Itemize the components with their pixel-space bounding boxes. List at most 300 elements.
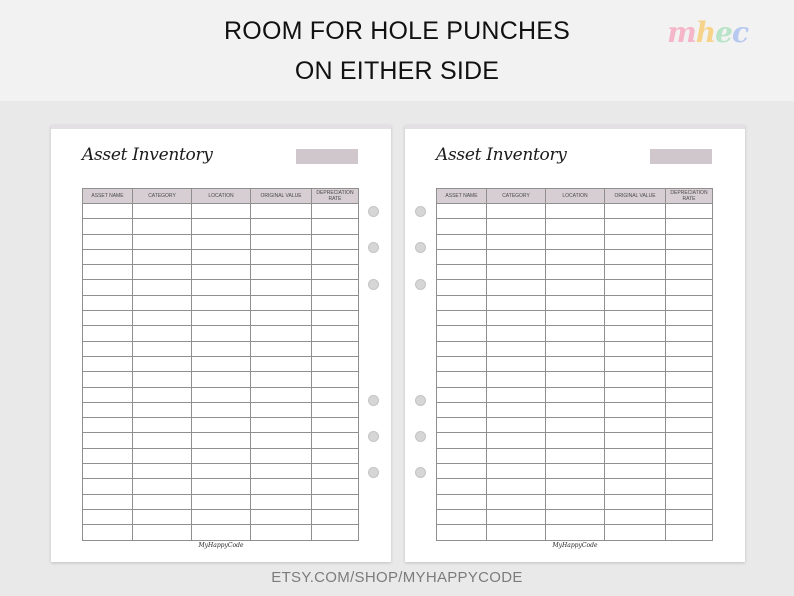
table-cell[interactable] bbox=[133, 234, 192, 249]
table-cell[interactable] bbox=[546, 204, 605, 219]
table-cell[interactable] bbox=[312, 372, 359, 387]
table-cell[interactable] bbox=[312, 387, 359, 402]
table-cell[interactable] bbox=[487, 464, 546, 479]
table-cell[interactable] bbox=[487, 479, 546, 494]
table-cell[interactable] bbox=[487, 311, 546, 326]
table-cell[interactable] bbox=[312, 448, 359, 463]
table-header-row bbox=[83, 189, 359, 204]
table-cell[interactable] bbox=[312, 265, 359, 280]
table-cell[interactable] bbox=[546, 402, 605, 417]
table-cell[interactable] bbox=[192, 464, 251, 479]
table-cell[interactable] bbox=[192, 402, 251, 417]
table-cell[interactable] bbox=[437, 402, 487, 417]
table-cell[interactable] bbox=[251, 234, 312, 249]
table-cell[interactable] bbox=[251, 464, 312, 479]
table-cell[interactable] bbox=[437, 433, 487, 448]
table-cell[interactable] bbox=[666, 265, 713, 280]
table-cell[interactable] bbox=[83, 464, 133, 479]
table-row bbox=[83, 402, 359, 417]
table-cell[interactable] bbox=[312, 295, 359, 310]
table-cell[interactable] bbox=[192, 372, 251, 387]
table-cell[interactable] bbox=[83, 433, 133, 448]
title-accent-box bbox=[296, 149, 358, 164]
table-cell[interactable] bbox=[83, 249, 133, 264]
table-cell[interactable] bbox=[666, 402, 713, 417]
table-cell[interactable] bbox=[133, 311, 192, 326]
table-cell[interactable] bbox=[251, 311, 312, 326]
table-row bbox=[437, 509, 713, 524]
table-cell[interactable] bbox=[83, 341, 133, 356]
table-cell[interactable] bbox=[251, 356, 312, 371]
table-cell[interactable] bbox=[666, 311, 713, 326]
table-cell[interactable] bbox=[487, 204, 546, 219]
table-cell[interactable] bbox=[546, 265, 605, 280]
table-cell[interactable] bbox=[487, 525, 546, 540]
table-cell[interactable] bbox=[666, 234, 713, 249]
table-row bbox=[437, 249, 713, 264]
table-cell[interactable] bbox=[546, 464, 605, 479]
table-row bbox=[83, 341, 359, 356]
table-cell[interactable] bbox=[192, 525, 251, 540]
table-row bbox=[83, 494, 359, 509]
table-cell[interactable] bbox=[666, 494, 713, 509]
table-row bbox=[437, 295, 713, 310]
table-cell[interactable] bbox=[487, 280, 546, 295]
table-cell[interactable] bbox=[546, 280, 605, 295]
table-cell[interactable] bbox=[192, 387, 251, 402]
table-row bbox=[83, 280, 359, 295]
table-row bbox=[83, 525, 359, 540]
table-cell[interactable] bbox=[546, 326, 605, 341]
table-row bbox=[437, 448, 713, 463]
table-cell[interactable] bbox=[666, 341, 713, 356]
table-cell[interactable] bbox=[666, 326, 713, 341]
table-cell[interactable] bbox=[605, 479, 666, 494]
table-cell[interactable] bbox=[83, 372, 133, 387]
page-brand: MyHappyCode bbox=[552, 542, 598, 549]
table-cell[interactable] bbox=[133, 356, 192, 371]
table-cell[interactable] bbox=[192, 295, 251, 310]
col-header-depreciation-rate: DEPRECIATION RATE bbox=[312, 189, 359, 204]
table-row bbox=[437, 479, 713, 494]
table-cell[interactable] bbox=[437, 479, 487, 494]
table-cell[interactable] bbox=[546, 249, 605, 264]
table-cell[interactable] bbox=[133, 387, 192, 402]
banner-line-1: ROOM FOR HOLE PUNCHES bbox=[224, 17, 570, 45]
table-row bbox=[437, 204, 713, 219]
table-cell[interactable] bbox=[437, 372, 487, 387]
table-cell[interactable] bbox=[546, 448, 605, 463]
hole-punch-icon bbox=[368, 206, 379, 217]
table-cell[interactable] bbox=[487, 448, 546, 463]
table-row bbox=[83, 418, 359, 433]
col-header-asset-name: ASSET NAME bbox=[437, 189, 487, 204]
table-row bbox=[437, 402, 713, 417]
table-cell[interactable] bbox=[605, 249, 666, 264]
table-cell[interactable] bbox=[605, 372, 666, 387]
asset-table bbox=[82, 188, 359, 541]
table-cell[interactable] bbox=[312, 494, 359, 509]
table-cell[interactable] bbox=[437, 418, 487, 433]
table-cell[interactable] bbox=[192, 219, 251, 234]
table-cell[interactable] bbox=[133, 448, 192, 463]
table-cell[interactable] bbox=[666, 372, 713, 387]
table-row bbox=[83, 464, 359, 479]
table-cell[interactable] bbox=[251, 204, 312, 219]
table-cell[interactable] bbox=[605, 311, 666, 326]
table-cell[interactable] bbox=[312, 479, 359, 494]
table-cell[interactable] bbox=[133, 464, 192, 479]
table-cell[interactable] bbox=[133, 204, 192, 219]
page-top-strip bbox=[405, 125, 745, 129]
table-cell[interactable] bbox=[437, 280, 487, 295]
table-cell[interactable] bbox=[133, 295, 192, 310]
table-cell[interactable] bbox=[437, 265, 487, 280]
table-cell[interactable] bbox=[251, 341, 312, 356]
table-row bbox=[437, 372, 713, 387]
table-cell[interactable] bbox=[251, 479, 312, 494]
table-row bbox=[83, 372, 359, 387]
table-cell[interactable] bbox=[133, 494, 192, 509]
table-cell[interactable] bbox=[192, 326, 251, 341]
page-brand: MyHappyCode bbox=[198, 542, 244, 549]
table-cell[interactable] bbox=[312, 234, 359, 249]
table-cell[interactable] bbox=[312, 509, 359, 524]
table-cell[interactable] bbox=[192, 479, 251, 494]
table-cell[interactable] bbox=[605, 402, 666, 417]
table-cell[interactable] bbox=[133, 402, 192, 417]
table-cell[interactable] bbox=[666, 448, 713, 463]
table-cell[interactable] bbox=[666, 219, 713, 234]
table-cell[interactable] bbox=[83, 356, 133, 371]
table-row bbox=[437, 433, 713, 448]
table-cell[interactable] bbox=[312, 418, 359, 433]
table-cell[interactable] bbox=[312, 280, 359, 295]
table-cell[interactable] bbox=[666, 509, 713, 524]
table-cell[interactable] bbox=[133, 525, 192, 540]
table-cell[interactable] bbox=[312, 326, 359, 341]
table-cell[interactable] bbox=[666, 204, 713, 219]
table-cell[interactable] bbox=[83, 265, 133, 280]
table-cell[interactable] bbox=[251, 295, 312, 310]
table-cell[interactable] bbox=[133, 280, 192, 295]
table-row bbox=[83, 219, 359, 234]
table-cell[interactable] bbox=[605, 341, 666, 356]
table-cell[interactable] bbox=[251, 509, 312, 524]
table-cell[interactable] bbox=[312, 219, 359, 234]
page-title: Asset Inventory bbox=[82, 145, 213, 165]
page-top-strip bbox=[51, 125, 391, 129]
table-cell[interactable] bbox=[437, 249, 487, 264]
table-cell[interactable] bbox=[192, 204, 251, 219]
table-cell[interactable] bbox=[437, 311, 487, 326]
table-cell[interactable] bbox=[605, 387, 666, 402]
table-row bbox=[437, 311, 713, 326]
table-cell[interactable] bbox=[546, 387, 605, 402]
table-row bbox=[83, 448, 359, 463]
table-row bbox=[437, 356, 713, 371]
table-cell[interactable] bbox=[437, 219, 487, 234]
table-cell[interactable] bbox=[312, 204, 359, 219]
table-cell[interactable] bbox=[83, 494, 133, 509]
table-cell[interactable] bbox=[133, 219, 192, 234]
table-cell[interactable] bbox=[192, 356, 251, 371]
table-cell[interactable] bbox=[133, 509, 192, 524]
table-cell[interactable] bbox=[312, 356, 359, 371]
table-cell[interactable] bbox=[133, 372, 192, 387]
table-cell[interactable] bbox=[487, 295, 546, 310]
table-cell[interactable] bbox=[437, 326, 487, 341]
table-cell[interactable] bbox=[133, 418, 192, 433]
table-cell[interactable] bbox=[605, 326, 666, 341]
table-cell[interactable] bbox=[251, 219, 312, 234]
table-row bbox=[83, 387, 359, 402]
table-row bbox=[83, 249, 359, 264]
table-cell[interactable] bbox=[605, 219, 666, 234]
col-header-location: LOCATION bbox=[546, 189, 605, 204]
table-cell[interactable] bbox=[605, 295, 666, 310]
table-cell[interactable] bbox=[666, 387, 713, 402]
table-cell[interactable] bbox=[312, 525, 359, 540]
table-cell[interactable] bbox=[192, 311, 251, 326]
table-cell[interactable] bbox=[605, 280, 666, 295]
table-cell[interactable] bbox=[546, 311, 605, 326]
table-cell[interactable] bbox=[546, 418, 605, 433]
table-cell[interactable] bbox=[251, 494, 312, 509]
table-row bbox=[437, 341, 713, 356]
table-cell[interactable] bbox=[546, 509, 605, 524]
table-cell[interactable] bbox=[487, 265, 546, 280]
hole-punch-icon bbox=[415, 206, 426, 217]
table-cell[interactable] bbox=[666, 280, 713, 295]
table-cell[interactable] bbox=[312, 433, 359, 448]
col-header-location: LOCATION bbox=[192, 189, 251, 204]
table-row bbox=[83, 295, 359, 310]
table-cell[interactable] bbox=[83, 234, 133, 249]
table-cell[interactable] bbox=[133, 433, 192, 448]
hole-punch-icon bbox=[415, 467, 426, 478]
table-cell[interactable] bbox=[192, 494, 251, 509]
table-row bbox=[437, 525, 713, 540]
table-row bbox=[83, 234, 359, 249]
table-cell[interactable] bbox=[546, 234, 605, 249]
table-cell[interactable] bbox=[437, 295, 487, 310]
table-cell[interactable] bbox=[83, 326, 133, 341]
table-cell[interactable] bbox=[437, 356, 487, 371]
table-cell[interactable] bbox=[192, 265, 251, 280]
table-cell[interactable] bbox=[133, 326, 192, 341]
table-cell[interactable] bbox=[192, 249, 251, 264]
table-cell[interactable] bbox=[666, 479, 713, 494]
table-cell[interactable] bbox=[83, 479, 133, 494]
table-row bbox=[437, 418, 713, 433]
table-cell[interactable] bbox=[666, 464, 713, 479]
table-cell[interactable] bbox=[605, 494, 666, 509]
table-cell[interactable] bbox=[83, 295, 133, 310]
table-cell[interactable] bbox=[605, 433, 666, 448]
logo-letter-2: h bbox=[695, 16, 716, 49]
table-row bbox=[83, 509, 359, 524]
table-cell[interactable] bbox=[546, 525, 605, 540]
table-cell[interactable] bbox=[666, 295, 713, 310]
table-cell[interactable] bbox=[251, 326, 312, 341]
col-header-depreciation-rate: DEPRECIATION RATE bbox=[666, 189, 713, 204]
table-cell[interactable] bbox=[487, 509, 546, 524]
table-cell[interactable] bbox=[251, 433, 312, 448]
table-row bbox=[437, 265, 713, 280]
table-cell[interactable] bbox=[666, 418, 713, 433]
hole-punch-icon bbox=[415, 395, 426, 406]
table-cell[interactable] bbox=[666, 433, 713, 448]
table-cell[interactable] bbox=[192, 509, 251, 524]
table-cell[interactable] bbox=[133, 479, 192, 494]
table-row bbox=[437, 234, 713, 249]
table-cell[interactable] bbox=[546, 295, 605, 310]
table-cell[interactable] bbox=[437, 509, 487, 524]
top-banner bbox=[0, 0, 794, 101]
table-cell[interactable] bbox=[83, 280, 133, 295]
table-cell[interactable] bbox=[133, 341, 192, 356]
logo-letter-1: m bbox=[667, 16, 696, 49]
table-cell[interactable] bbox=[251, 402, 312, 417]
table-row bbox=[83, 479, 359, 494]
hole-punch-icon bbox=[368, 279, 379, 290]
table-cell[interactable] bbox=[251, 249, 312, 264]
table-cell[interactable] bbox=[83, 418, 133, 433]
table-cell[interactable] bbox=[546, 356, 605, 371]
table-row bbox=[83, 356, 359, 371]
table-cell[interactable] bbox=[192, 234, 251, 249]
table-cell[interactable] bbox=[487, 418, 546, 433]
logo-letter-3: e bbox=[715, 16, 732, 49]
table-cell[interactable] bbox=[487, 326, 546, 341]
table-cell[interactable] bbox=[83, 525, 133, 540]
hole-punch-icon bbox=[415, 242, 426, 253]
col-header-asset-name: ASSET NAME bbox=[83, 189, 133, 204]
table-cell[interactable] bbox=[83, 448, 133, 463]
table-cell[interactable] bbox=[666, 356, 713, 371]
table-cell[interactable] bbox=[437, 494, 487, 509]
table-cell[interactable] bbox=[192, 280, 251, 295]
planner-page-left bbox=[51, 125, 391, 562]
table-cell[interactable] bbox=[605, 356, 666, 371]
table-cell[interactable] bbox=[487, 234, 546, 249]
table-cell[interactable] bbox=[487, 433, 546, 448]
table-cell[interactable] bbox=[192, 433, 251, 448]
table-cell[interactable] bbox=[192, 418, 251, 433]
table-row bbox=[437, 219, 713, 234]
table-cell[interactable] bbox=[487, 249, 546, 264]
table-cell[interactable] bbox=[605, 265, 666, 280]
table-cell[interactable] bbox=[666, 249, 713, 264]
col-header-original-value: ORIGINAL VALUE bbox=[251, 189, 312, 204]
hole-punch-icon bbox=[368, 431, 379, 442]
table-cell[interactable] bbox=[312, 341, 359, 356]
hole-punch-icon bbox=[368, 467, 379, 478]
table-cell[interactable] bbox=[251, 280, 312, 295]
table-cell[interactable] bbox=[437, 234, 487, 249]
table-cell[interactable] bbox=[437, 387, 487, 402]
table-cell[interactable] bbox=[83, 387, 133, 402]
table-cell[interactable] bbox=[251, 265, 312, 280]
table-header-row bbox=[437, 189, 713, 204]
table-cell[interactable] bbox=[83, 402, 133, 417]
table-cell[interactable] bbox=[546, 494, 605, 509]
table-cell[interactable] bbox=[83, 311, 133, 326]
table-cell[interactable] bbox=[605, 418, 666, 433]
table-cell[interactable] bbox=[487, 356, 546, 371]
table-cell[interactable] bbox=[605, 464, 666, 479]
table-cell[interactable] bbox=[487, 494, 546, 509]
table-cell[interactable] bbox=[487, 402, 546, 417]
table-row bbox=[437, 464, 713, 479]
table-cell[interactable] bbox=[251, 448, 312, 463]
table-row bbox=[437, 494, 713, 509]
table-cell[interactable] bbox=[133, 249, 192, 264]
table-cell[interactable] bbox=[437, 525, 487, 540]
table-cell[interactable] bbox=[312, 249, 359, 264]
table-cell[interactable] bbox=[251, 525, 312, 540]
table-cell[interactable] bbox=[487, 387, 546, 402]
col-header-category: CATEGORY bbox=[133, 189, 192, 204]
table-cell[interactable] bbox=[605, 234, 666, 249]
table-cell[interactable] bbox=[546, 341, 605, 356]
table-cell[interactable] bbox=[251, 372, 312, 387]
table-cell[interactable] bbox=[251, 418, 312, 433]
table-cell[interactable] bbox=[437, 341, 487, 356]
table-cell[interactable] bbox=[312, 402, 359, 417]
page-title: Asset Inventory bbox=[436, 145, 567, 165]
table-row bbox=[437, 387, 713, 402]
table-cell[interactable] bbox=[83, 219, 133, 234]
table-row bbox=[83, 433, 359, 448]
table-cell[interactable] bbox=[312, 464, 359, 479]
mhc-logo bbox=[667, 16, 748, 49]
logo-letter-4: c bbox=[731, 16, 748, 49]
hole-punch-icon bbox=[415, 279, 426, 290]
table-cell[interactable] bbox=[546, 372, 605, 387]
hole-punch-icon bbox=[368, 395, 379, 406]
banner-line-2: ON EITHER SIDE bbox=[294, 57, 500, 85]
table-cell[interactable] bbox=[546, 479, 605, 494]
title-accent-box bbox=[650, 149, 712, 164]
table-cell[interactable] bbox=[251, 387, 312, 402]
table-cell[interactable] bbox=[437, 448, 487, 463]
table-cell[interactable] bbox=[192, 448, 251, 463]
col-header-original-value: ORIGINAL VALUE bbox=[605, 189, 666, 204]
table-cell[interactable] bbox=[605, 509, 666, 524]
table-cell[interactable] bbox=[487, 341, 546, 356]
table-body bbox=[437, 204, 713, 541]
table-body bbox=[83, 204, 359, 541]
table-cell[interactable] bbox=[437, 204, 487, 219]
table-cell[interactable] bbox=[666, 525, 713, 540]
table-cell[interactable] bbox=[605, 204, 666, 219]
table-cell[interactable] bbox=[487, 219, 546, 234]
table-cell[interactable] bbox=[605, 448, 666, 463]
table-cell[interactable] bbox=[487, 372, 546, 387]
table-cell[interactable] bbox=[312, 311, 359, 326]
table-cell[interactable] bbox=[133, 265, 192, 280]
table-row bbox=[437, 326, 713, 341]
table-cell[interactable] bbox=[83, 204, 133, 219]
table-cell[interactable] bbox=[437, 464, 487, 479]
table-cell[interactable] bbox=[83, 509, 133, 524]
table-cell[interactable] bbox=[605, 525, 666, 540]
table-cell[interactable] bbox=[546, 219, 605, 234]
table-cell[interactable] bbox=[192, 341, 251, 356]
table-cell[interactable] bbox=[546, 433, 605, 448]
